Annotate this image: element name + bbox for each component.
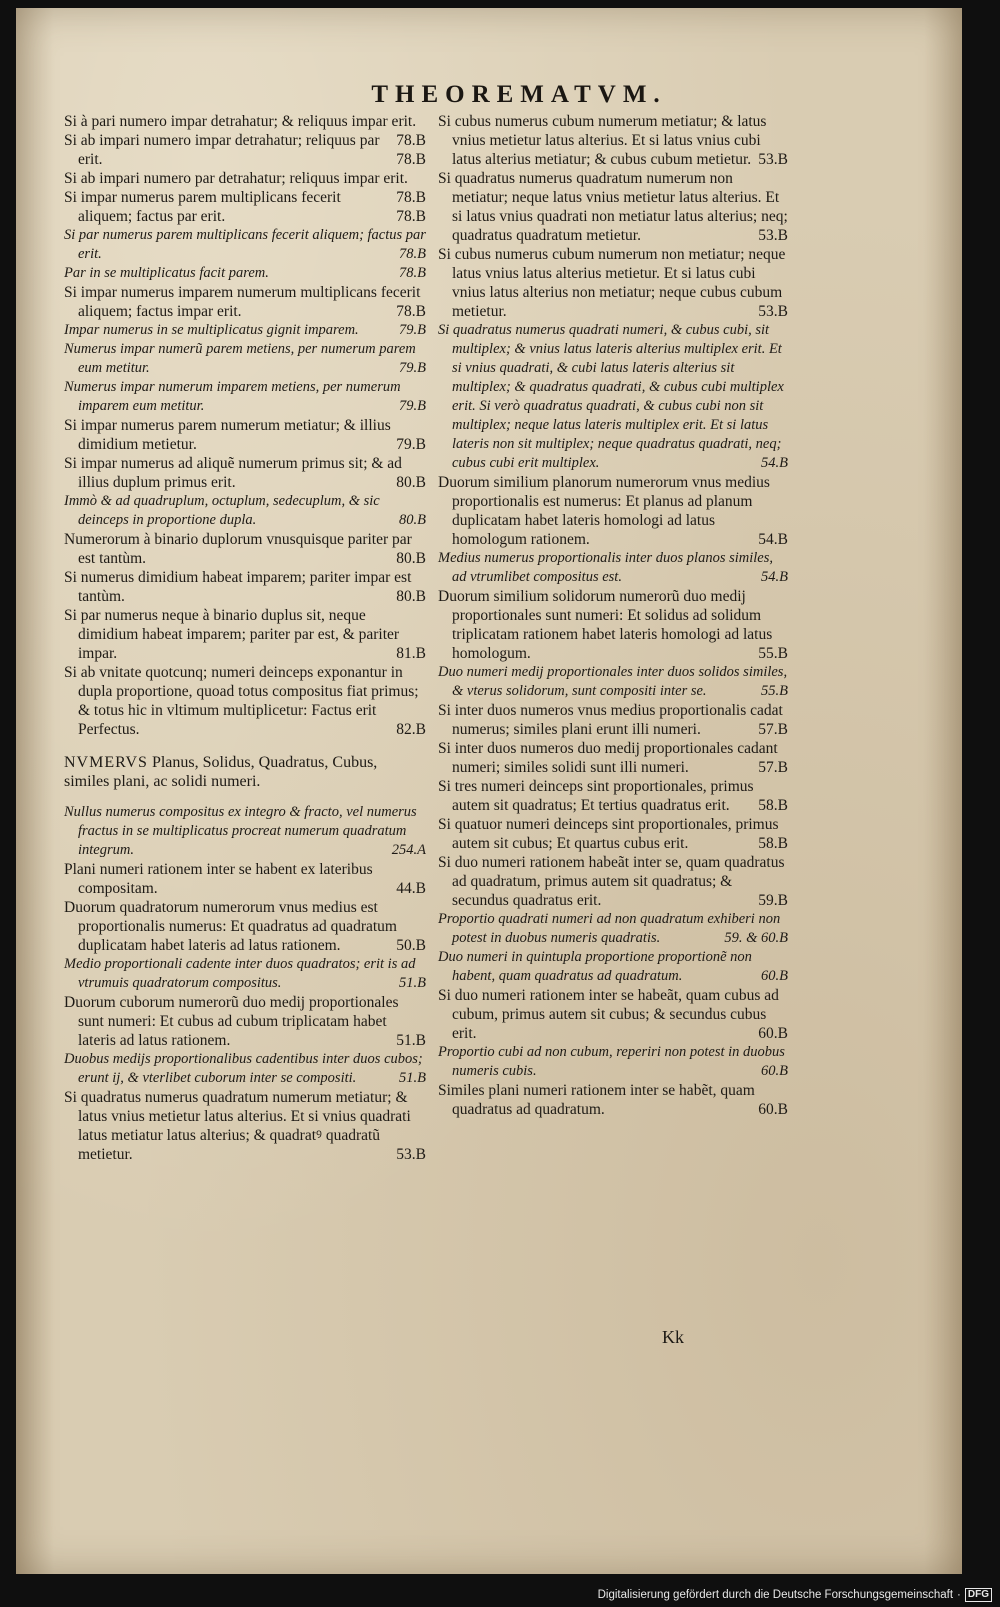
index-entry	[64, 416, 426, 454]
index-entry-text: Si impar numerus imparem numerum multiplicans fecerit aliquem; factus impar erit.	[64, 284, 421, 320]
index-entry	[64, 1088, 426, 1164]
right-column	[438, 112, 788, 1119]
index-entry	[64, 340, 426, 378]
index-entry-reference: 51.B	[399, 975, 426, 991]
index-entry-text: Si quatuor numeri deinceps sint proportionales, primus autem sit cubus; Et quartus cubus erit.	[438, 816, 779, 852]
index-entry-reference: 254.A	[391, 842, 426, 858]
index-entry	[64, 663, 426, 739]
index-entry-text: Duobus medijs proportionalibus cadentibus inter duos cubos; erunt ij, & vterlibet cuborum inter se compositi.	[64, 1051, 423, 1086]
index-entry-reference: 55.B	[761, 683, 788, 699]
index-entry-text: Proportio quadrati numeri ad non quadratum exhiberi non potest in duobus numeris quadratis.	[438, 911, 781, 946]
index-entry-text: Duo numeri in quintupla proportione proportionẽ non habent, quam quadratus ad quadratum.	[438, 949, 752, 984]
index-entry-text: Duorum similium planorum numerorum vnus medius proportionalis est numerus: Et planus ad planum duplicatam habet lateris homologi ad latus homologum rationem.	[438, 474, 770, 548]
index-entry	[64, 568, 426, 606]
index-entry-reference: 82.B	[396, 721, 426, 738]
index-entry	[64, 188, 426, 226]
index-entry-text: Si tres numeri deinceps sint proportionales, primus autem sit quadratus; Et tertius quadratus erit.	[438, 778, 754, 814]
index-entry-text: Si duo numeri rationem inter se habeãt, quam cubus ad cubum, primus autem sit cubus; & secundus cubus erit.	[438, 987, 779, 1042]
index-entry-text: Si cubus numerus cubum numerum metiatur; & latus vnius metietur latus alterius. Et si latus vnius cubi latus alterius metiatur; & cubus cubum metietur.	[438, 113, 767, 168]
index-entry	[438, 948, 788, 986]
index-entry	[64, 993, 426, 1050]
index-entry	[64, 898, 426, 955]
index-entry	[438, 910, 788, 948]
index-entry-reference: 50.B	[396, 937, 426, 954]
index-entry-reference: 60.B	[761, 1063, 788, 1079]
left-entries-a	[64, 112, 426, 739]
index-entry-reference: 78.B	[399, 265, 426, 281]
index-entry	[64, 1050, 426, 1088]
index-entry-reference: 54.B	[758, 531, 788, 548]
index-entry-reference: 57.B	[758, 721, 788, 738]
index-entry-text: Si impar numerus ad aliquẽ numerum primus sit; & ad illius duplum primus erit.	[64, 455, 402, 491]
index-entry-reference: 78.B	[396, 303, 426, 320]
index-entry-reference: 60.B	[758, 1025, 788, 1042]
digitization-footer	[598, 1585, 992, 1605]
index-entry-reference: 60.B	[761, 968, 788, 984]
signature-mark: Kk	[662, 1327, 684, 1347]
index-entry-reference: 79.B	[399, 360, 426, 376]
index-entry-reference: 58.B	[758, 797, 788, 814]
index-entry-reference: 53.B	[758, 151, 788, 168]
index-entry-reference: 59. & 60.B	[724, 930, 788, 946]
index-entry-reference: 78.B	[396, 208, 426, 225]
index-entry	[438, 853, 788, 910]
index-entry-text: Si par numerus parem multiplicans fecerit aliquem; factus par erit.	[64, 227, 426, 262]
index-entry	[64, 169, 426, 206]
index-entry-reference: 54.B	[761, 455, 788, 471]
index-entry	[438, 777, 788, 815]
index-entry-text: Proportio cubi ad non cubum, reperiri non potest in duobus numeris cubis.	[438, 1044, 785, 1079]
index-entry-text: Duo numeri medij proportionales inter duos solidos similes, & vterus solidorum, sunt compositi inter se.	[438, 664, 788, 699]
index-entry	[438, 169, 788, 245]
index-entry-text: Impar numerus in se multiplicatus gignit imparem.	[64, 322, 359, 338]
index-entry-text: Plani numeri rationem inter se habent ex lateribus compositam.	[64, 861, 373, 897]
index-entry-text: Si ab impari numero par detrahatur; reliquus impar erit.	[64, 170, 408, 187]
index-entry	[64, 530, 426, 568]
index-entry	[438, 986, 788, 1043]
left-entries-b	[64, 803, 426, 1164]
index-entry-reference: 80.B	[396, 588, 426, 605]
index-entry-reference: 79.B	[399, 398, 426, 414]
index-entry-reference: 51.B	[399, 1070, 426, 1086]
index-entry	[438, 549, 788, 587]
index-entry-text: Numerus impar numerũ parem metiens, per numerum parem eum metitur.	[64, 341, 416, 376]
index-entry	[64, 606, 426, 663]
index-entry-reference: 59.B	[758, 892, 788, 909]
index-entry-text: Par in se multiplicatus facit parem.	[64, 265, 269, 281]
index-entry	[64, 283, 426, 321]
left-column	[64, 112, 426, 1164]
index-entry-reference: 80.B	[396, 550, 426, 567]
index-entry-text: Numerus impar numerum imparem metiens, per numerum imparem eum metitur.	[64, 379, 401, 414]
index-entry	[438, 321, 788, 473]
index-entry-text: Si quadratus numerus quadratum numerum non metiatur; neque latus vnius metietur latus alterius. Et si latus vnius quadrati non metiatur latus alterius; neq; quadratus quadratum metietur.	[438, 170, 788, 244]
index-entry-text: Si par numerus neque à binario duplus sit, neque dimidium habeat imparem; pariter par est, & pariter impar.	[64, 607, 400, 662]
index-entry-text: Nullus numerus compositus ex integro & fracto, vel numerus fractus in se multiplicatus procreat numerum quadratum integrum.	[64, 804, 417, 858]
index-entry	[438, 245, 788, 321]
index-entry-text: Si numerus dimidium habeat imparem; pariter impar est tantùm.	[64, 569, 412, 605]
index-entry-reference: 55.B	[758, 645, 788, 662]
index-entry-reference: 78.B	[396, 151, 426, 168]
index-entry-text: Si à pari numero impar detrahatur; & reliquus impar erit.	[64, 113, 417, 130]
index-entry	[438, 473, 788, 549]
index-entry-reference: 79.B	[399, 322, 426, 338]
section-heading-lead: NVMERVS	[64, 754, 148, 771]
index-entry-reference: 58.B	[758, 835, 788, 852]
index-entry-text: Si cubus numerus cubum numerum non metiatur; neque latus vnius latus alterius metietur. Et si latus cubi vnius latus alterius non metiatur; neque cubus cubum metietur.	[438, 246, 786, 320]
index-entry-text: Si quadratus numerus quadratum numerum metiatur; & latus vnius metietur latus alterius. Et si vnius quadrati latus metiatur latus alterius; & quadratꝰ quadratũ metietur.	[64, 1089, 411, 1163]
index-entry-text: Si inter duos numeros duo medij proportionales cadant numeri; similes solidi sunt illi numeri.	[438, 740, 778, 776]
index-entry	[64, 803, 426, 860]
index-entry	[438, 701, 788, 739]
index-entry-reference: 53.B	[396, 1146, 426, 1163]
index-entry	[64, 131, 426, 169]
index-entry-reference: 60.B	[758, 1101, 788, 1118]
index-entry-text: Si quadratus numerus quadrati numeri, & cubus cubi, sit multiplex; & vnius latus lateris alterius multiplex erit. Et si vnius quadrati, & cubi latus lateris alterius sit multiplex; & quadratus quadrati, & cubus cubi multiplex erit. Si verò quadratus quadrati, & cubus cubi non sit multiplex; neque latus lateris multiplex erit. Et si latus lateris non sit multiplex; neque quadratus quadrati, neq; cubus cubi erit multiplex.	[438, 322, 784, 471]
running-header: THEOREMATVM.	[371, 81, 667, 108]
index-entry-text: Si impar numerus parem numerum metiatur; & illius dimidium metietur.	[64, 417, 391, 453]
index-entry	[64, 454, 426, 492]
index-entry	[64, 112, 426, 149]
index-entry-reference: 53.B	[758, 227, 788, 244]
index-entry	[438, 815, 788, 853]
index-entry	[438, 739, 788, 777]
footer-separator: ·	[957, 1589, 961, 1601]
dfg-logo-icon: DFG	[965, 1588, 992, 1602]
index-entry	[64, 264, 426, 283]
index-entry-text: Si inter duos numeros vnus medius proportionalis cadat numerus; similes plani erunt illi numeri.	[438, 702, 783, 738]
section-heading-rest: Planus, Solidus, Quadratus, Cubus, similes plani, ac solidi numeri.	[64, 754, 378, 790]
index-entry-text: Si impar numerus parem multiplicans fecerit aliquem; factus par erit.	[64, 189, 341, 225]
index-entry-text: Duorum cuborum numerorũ duo medij proportionales sunt numeri: Et cubus ad cubum triplicatam habet lateris ad latus rationem.	[64, 994, 399, 1049]
index-entry-text: Duorum quadratorum numerorum vnus medius est proportionalis numerus: Et quadratus ad quadratum duplicatam habet lateris ad latus rationem.	[64, 899, 397, 954]
index-entry	[438, 112, 788, 169]
index-entry	[64, 321, 426, 340]
index-entry-text: Si duo numeri rationem habeãt inter se, quam quadratus ad quadratum, primus autem sit quadratus; & secundus quadratus erit.	[438, 854, 785, 909]
index-entry-reference: 79.B	[396, 436, 426, 453]
index-entry	[438, 663, 788, 701]
index-entry	[438, 587, 788, 663]
index-entry	[438, 1081, 788, 1119]
index-entry-reference: 53.B	[758, 303, 788, 320]
index-entry-text: Si ab vnitate quotcunq; numeri deinceps exponantur in dupla proportione, quoad totus compositus fiat primus; & totus hic in vltimum multiplicetur: Factus erit Perfectus.	[64, 664, 419, 738]
index-entry-reference: 80.B	[399, 512, 426, 528]
index-entry-reference: 78.B	[396, 189, 426, 206]
index-entry	[64, 378, 426, 416]
index-entry-text: Similes plani numeri rationem inter se habẽt, quam quadratus ad quadratum.	[438, 1082, 755, 1118]
index-entry-reference: 80.B	[396, 474, 426, 491]
index-entry-text: Medio proportionali cadente inter duos quadratos; erit is ad vtrumuis quadratorum compositus.	[64, 956, 416, 991]
index-entry-reference: 57.B	[758, 759, 788, 776]
index-entry-text: Immò & ad quadruplum, octuplum, sedecuplum, & sic deinceps in proportione dupla.	[64, 493, 380, 528]
section-heading	[64, 753, 426, 791]
footer-credit: Digitalisierung gefördert durch die Deutsche Forschungsgemeinschaft	[597, 1589, 954, 1601]
index-entry-text: Si ab impari numero impar detrahatur; reliquus par erit.	[64, 132, 380, 168]
index-entry	[64, 860, 426, 898]
index-entry-text: Medius numerus proportionalis inter duos planos similes, ad vtrumlibet compositus est.	[438, 550, 773, 585]
index-entry	[64, 226, 426, 264]
index-entry-reference: 78.B	[396, 132, 426, 149]
index-entry-reference: 78.B	[399, 246, 426, 262]
index-entry-reference: 81.B	[396, 645, 426, 662]
index-entry-text: Duorum similium solidorum numerorũ duo medij proportionales sunt numeri: Et solidus ad solidum triplicatam rationem habet lateris homologi ad latus homologum.	[438, 588, 773, 662]
right-entries	[438, 112, 788, 1119]
index-entry-text: Numerorum à binario duplorum vnusquisque pariter par est tantùm.	[64, 531, 412, 567]
index-entry	[64, 955, 426, 993]
index-entry-reference: 44.B	[396, 880, 426, 897]
index-entry-reference: 51.B	[396, 1032, 426, 1049]
index-entry	[64, 492, 426, 530]
index-entry-reference: 54.B	[761, 569, 788, 585]
index-entry	[438, 1043, 788, 1081]
